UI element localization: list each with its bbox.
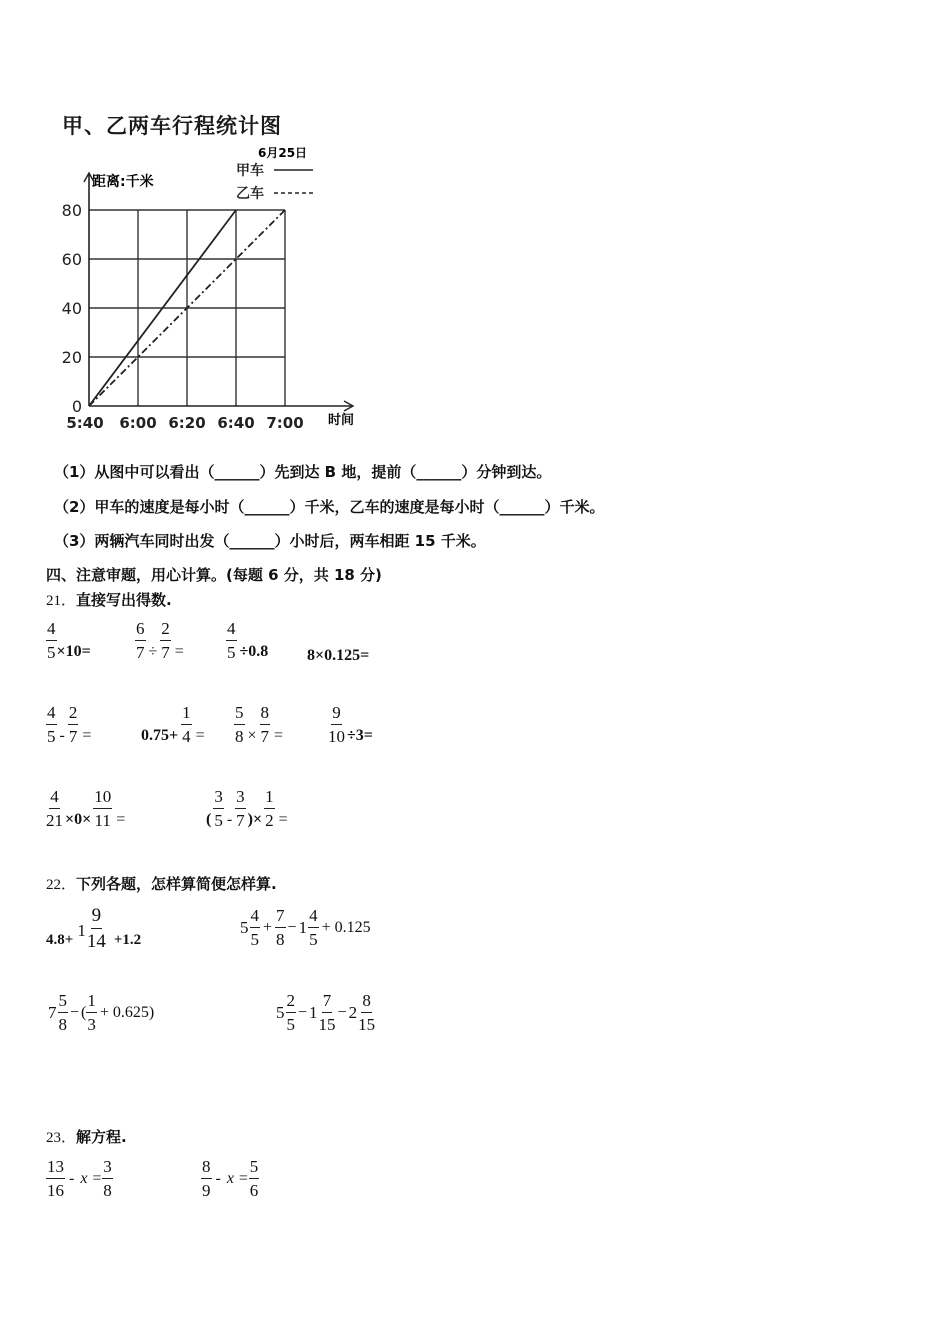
expr-6-7-div-2-7: $\frac{6}{7}$ ÷ $\frac{2}{7}$ = <box>136 619 184 662</box>
travel-chart <box>60 140 380 440</box>
legend-label: 乙车 <box>236 186 264 202</box>
question-3: （3）两辆汽车同时出发（______）小时后，两车相距 15 千米。 <box>54 532 486 550</box>
y-tick-label: 60 <box>61 250 82 269</box>
y-tick-label: 80 <box>61 201 82 220</box>
expr-9-10-div-3: $\frac{9}{10}$ ÷3= <box>328 703 373 746</box>
fraction: $\frac{2}{7}$ <box>161 619 170 662</box>
expr-48-plus-1-9-14-plus-12: 4.8+ 1 $\frac{9}{14}$ +1.2 <box>46 905 142 952</box>
x-tick-label: 6:20 <box>168 414 206 432</box>
chart-date: 6月25日 <box>258 146 308 160</box>
fraction: $\frac{10}{11}$ <box>94 787 112 830</box>
chart-xlabel: 时间 <box>328 413 355 428</box>
expr-4-5-minus-2-7: $\frac{4}{5}$ - $\frac{2}{7}$ = <box>47 703 92 746</box>
expr-4-5-div-08: $\frac{4}{5}$ ÷0.8 <box>227 619 269 662</box>
fraction: $\frac{4}{5}$ <box>47 619 56 662</box>
x-tick-label: 6:00 <box>119 414 157 432</box>
q21-text: 直接写出得数. <box>76 591 172 609</box>
q23-heading <box>46 1126 127 1147</box>
fraction: $\frac{4}{5}$ <box>227 619 236 662</box>
question-1: （1）从图中可以看出（______）先到达 B 地，提前（______）分钟到达。 <box>54 463 552 481</box>
x-tick-label: 7:00 <box>266 414 304 432</box>
y-tick-label: 20 <box>61 348 82 367</box>
fraction: $\frac{5}{8}$ <box>235 703 244 746</box>
chart-title: 甲、乙两车行程统计图 <box>62 114 282 138</box>
q22-heading <box>46 873 277 894</box>
fraction: $\frac{2}{7}$ <box>68 703 78 746</box>
chart-ticks <box>62 201 304 432</box>
fraction: $\frac{1}{2}$ <box>265 787 274 830</box>
fraction: $\frac{8}{7}$ <box>260 703 270 746</box>
y-tick-label: 40 <box>61 299 82 318</box>
fraction: $\frac{6}{7}$ <box>136 619 145 662</box>
q21-heading <box>46 589 172 610</box>
expr-4-5-times-10: $\frac{4}{5}$ ×10= <box>47 619 91 662</box>
expr-5-4-5-plus-7-8-minus-1-4-5-plus-0125: 5 $\frac{4}{5}$ + $\frac{7}{8}$ − 1 $\frac{4}{5}$ + 0.125 <box>240 906 371 949</box>
y-tick-label: 0 <box>71 397 82 416</box>
chart-axes <box>84 173 353 411</box>
equation-13-16-minus-x-eq-3-8: $\frac{13}{16}$ - x = $\frac{3}{8}$ <box>47 1157 112 1200</box>
chart-legend <box>236 162 313 202</box>
fraction: $\frac{3}{5}$ <box>214 787 223 830</box>
legend-label: 甲车 <box>236 163 264 179</box>
expr-7-5-8-minus-paren-1-3-plus-0625: 7 $\frac{5}{8}$ − ( $\frac{1}{3}$ + 0.625) <box>48 991 155 1034</box>
fraction: $\frac{4}{21}$ <box>46 787 63 830</box>
x-tick-label: 6:40 <box>217 414 255 432</box>
expr-5-8-times-8-7: $\frac{5}{8}$ × $\frac{8}{7}$ = <box>235 703 284 746</box>
fraction: $\frac{1}{4}$ <box>182 703 191 746</box>
q22-number: 22． <box>46 877 77 893</box>
equation-8-9-minus-x-eq-5-6: $\frac{8}{9}$ - x = $\frac{5}{6}$ <box>202 1157 259 1200</box>
expr-8-times-0125: 8×0.125= <box>307 647 370 664</box>
fraction: $\frac{9}{10}$ <box>328 703 345 746</box>
q22-text: 下列各题，怎样算简便怎样算. <box>76 875 277 893</box>
expr-5-2-5-minus-1-7-15-minus-2-8-15: 5 $\frac{2}{5}$ − 1 $\frac{7}{15}$ − 2 $\frac{8}{15}$ <box>276 991 376 1034</box>
fraction: $\frac{3}{7}$ <box>236 787 245 830</box>
section-4-heading: 四、注意审题，用心计算。(每题 6 分，共 18 分) <box>46 566 382 584</box>
fraction: $\frac{4}{5}$ <box>47 703 56 746</box>
q23-number: 23． <box>46 1130 77 1146</box>
question-2: （2）甲车的速度是每小时（______）千米，乙车的速度是每小时（______）千米。 <box>54 498 605 516</box>
mixed-number: 1 $\frac{9}{14}$ <box>77 905 106 952</box>
chart-ylabel: 距离:千米 <box>92 174 154 190</box>
x-tick-label: 5:40 <box>66 414 104 432</box>
expr-075-plus-1-4: 0.75+ $\frac{1}{4}$ = <box>141 703 205 746</box>
expr-paren-3-5-minus-3-7-times-1-2: ( $\frac{3}{5}$ - $\frac{3}{7}$ )× $\frac{1}{2}$ = <box>206 787 288 830</box>
q21-number: 21． <box>46 593 77 609</box>
q23-text: 解方程. <box>76 1128 127 1146</box>
expr-4-21-times-0-times-10-11: $\frac{4}{21}$ ×0× $\frac{10}{11}$ = <box>46 787 126 830</box>
